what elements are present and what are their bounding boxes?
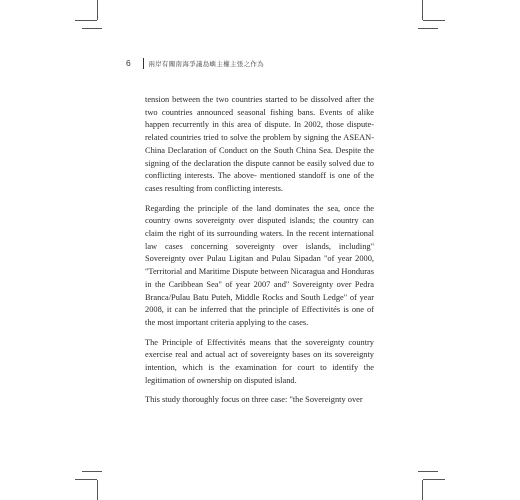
crop-mark <box>82 28 102 29</box>
crop-mark <box>422 480 423 500</box>
paragraph: This study thoroughly focus on three case: "the Sovereignty over <box>145 395 363 405</box>
running-title: 兩岸有關南海爭議島嶼主權主張之作為 <box>148 59 264 68</box>
crop-mark <box>97 480 98 500</box>
crop-mark <box>82 471 102 472</box>
crop-mark <box>75 479 97 480</box>
crop-mark <box>418 28 438 29</box>
body-text <box>145 94 374 414</box>
paragraph: Regarding the principle of the land dominates the sea, once the country owns sovereignty over disputed islands; the country can claim the right of its surrounding waters. In the recent international law cases concerning sovereignty over islands, including" Sovereignty over Pulau Ligitan and Pulau Sipadan "of year 2000, "Territorial and Maritime Dispute between Nicaragua and Honduras in the Caribbean Sea" of year 2007 and" Sovereignty over Pedra Branca/Pulau Batu Puteh, Middle Rocks and South Ledge" of year 2008, it can be inferred that the principle of Effectivités is one of the most important criteria applying to the cases. <box>145 203 374 327</box>
paragraph: tension between the two countries started to be dissolved after the two countries announced seasonal fishing bans. Events of alike happen recurrently in this area of dispute. In 2002, those dispute-related countries tried to solve the problem by signing the ASEAN-China Declaration of Conduct on the South China Sea. Despite the signing of the declaration the dispute cannot be easily solved due to conflicting interests. The above- mentioned standoff is one of the cases resulting from conflicting interests. <box>145 95 374 193</box>
crop-mark <box>422 0 423 20</box>
crop-mark <box>97 0 98 20</box>
crop-mark <box>418 471 438 472</box>
page-number: 6 <box>126 58 131 68</box>
crop-mark <box>423 479 445 480</box>
crop-mark <box>423 20 445 21</box>
header-divider <box>143 58 145 69</box>
running-header <box>126 57 264 69</box>
paragraph: The Principle of Effectivités means that the sovereignty country exercise real and actual act of sovereignty bases on its sovereignty intention, which is the examination for court to identify the legitimation of ownership on disputed island. <box>145 337 374 385</box>
crop-mark <box>75 20 97 21</box>
